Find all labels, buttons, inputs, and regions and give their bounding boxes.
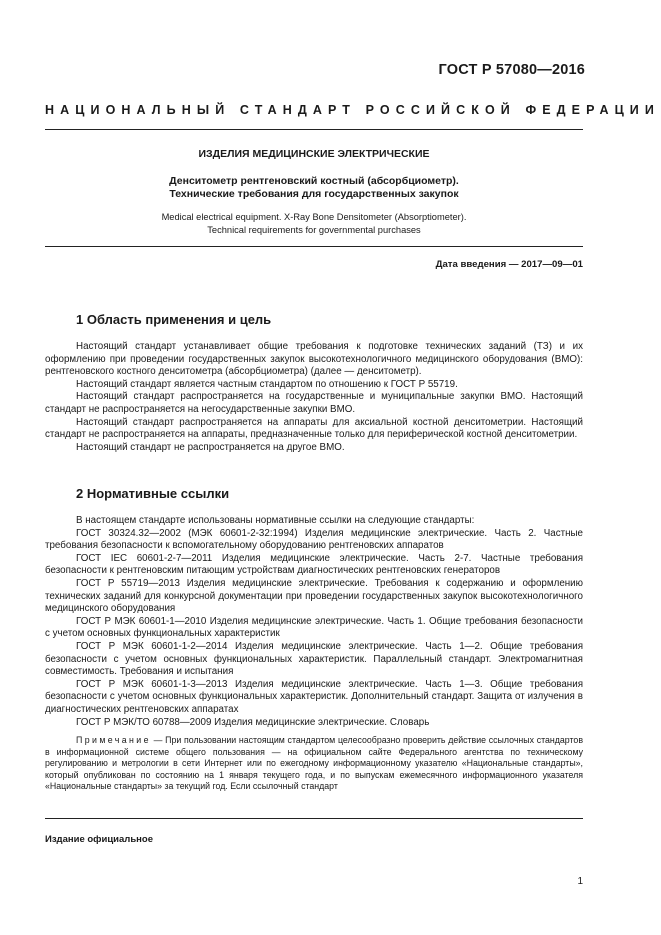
reference-item: ГОСТ 30324.32—2002 (МЭК 60601-2-32:1994) Изделия медицинские электрические. Часть 2. Частные требования безопасности к вспомогательному оборудованию рентгеновских аппаратов [45,527,583,552]
footer-rule [45,818,583,819]
note-text: — При пользовании настоящим стандартом целесообразно проверить действие ссылочных стандартов в информационной системе общего пользования — на официальном сайте Федерального агентства по техническому регулированию и метрологии в сети Интернет или по ежегодному информационному указателю «Национальные стандарты», который опубликован по состоянию на 1 января текущего года, и по выпускам ежемесячного информационного указателя «Национальные стандарты» за текущий год. Если ссылочный стандарт [45,735,583,792]
note [45,735,583,793]
header-rule [45,129,583,130]
section-heading: 2 Нормативные ссылки [76,486,230,501]
english-title-line: Technical requirements for governmental purchases [207,224,421,235]
paragraph: В настоящем стандарте использованы нормативные ссылки на следующие стандарты: [76,515,475,526]
standard-designation: НАЦИОНАЛЬНЫЙ СТАНДАРТ РОССИЙСКОЙ ФЕДЕРАЦИИ [45,103,660,117]
paragraph: Настоящий стандарт не распространяется на другое ВМО. [76,441,345,453]
reference-item: ГОСТ Р МЭК/ТО 60788—2009 Изделия медицинские электрические. Словарь [76,716,430,728]
document-subtitle [45,175,583,201]
english-title [45,211,583,236]
subtitle-line: Технические требования для государственных закупок [169,188,459,200]
introduction-date: Дата введения — 2017—09—01 [435,259,583,270]
note-label: Примечание [76,735,151,746]
paragraph: Настоящий стандарт распространяется на аппараты для аксиальной костной денситометрии. Настоящий стандарт не распространяется на аппараты, предназначенные только для периферической костной денситометрии. [45,416,583,441]
page-number: 1 [577,876,583,887]
paragraph: Настоящий стандарт распространяется на государственные и муниципальные закупки ВМО. Настоящий стандарт не распространяется на негосударственные закупки ВМО. [45,391,583,415]
official-edition-label: Издание официальное [45,834,153,845]
english-title-line: Medical electrical equipment. X-Ray Bone Densitometer (Absorptiometer). [161,212,467,222]
reference-item: ГОСТ Р МЭК 60601-1-3—2013 Изделия медицинские электрические. Часть 1—3. Общие требования безопасности с учетом основных функциональных характеристик. Дополнительный стандарт. Защита от излучения в диагностических рентгеновских аппаратах [45,678,583,715]
section-scope [45,312,583,454]
section-heading: 1 Область применения и цель [76,312,272,327]
document-number: ГОСТ Р 57080—2016 [438,62,585,78]
document-title: ИЗДЕЛИЯ МЕДИЦИНСКИЕ ЭЛЕКТРИЧЕСКИЕ [198,148,430,160]
section-normative-references [45,486,583,793]
paragraph: Настоящий стандарт устанавливает общие требования к подготовке технических заданий (ТЗ) и их оформлению при проведении государственных закупок высокотехнологичного медицинского оборудования (ВМО): рентгеновского костного денситометра (абсорбциометра) (далее — денситометр). [45,341,583,378]
reference-item: ГОСТ Р 55719—2013 Изделия медицинские электрические. Требования к содержанию и оформлению технических заданий для конкурсной документации при проведении государственных закупок высокотехнологичного медицинского оборудования [45,577,583,615]
paragraph: Настоящий стандарт является частным стандартом по отношению к ГОСТ Р 55719. [76,378,458,390]
title-rule [45,246,583,247]
reference-item: ГОСТ IEC 60601-2-7—2011 Изделия медицинские электрические. Часть 2-7. Частные требования безопасности к рентгеновским питающим устройствам диагностических рентгеновских генераторов [45,552,583,577]
reference-item: ГОСТ Р МЭК 60601-1—2010 Изделия медицинские электрические. Часть 1. Общие требования безопасности с учетом основных функциональных характеристик [45,615,583,640]
reference-item: ГОСТ Р МЭК 60601-1-2—2014 Изделия медицинские электрические. Часть 1—2. Общие требования безопасности с учетом основных функциональных характеристик. Параллельный стандарт. Электромагнитная совместимость. Требования и испытания [45,640,583,678]
subtitle-line: Денситометр рентгеновский костный (абсорбциометр). [169,175,459,187]
